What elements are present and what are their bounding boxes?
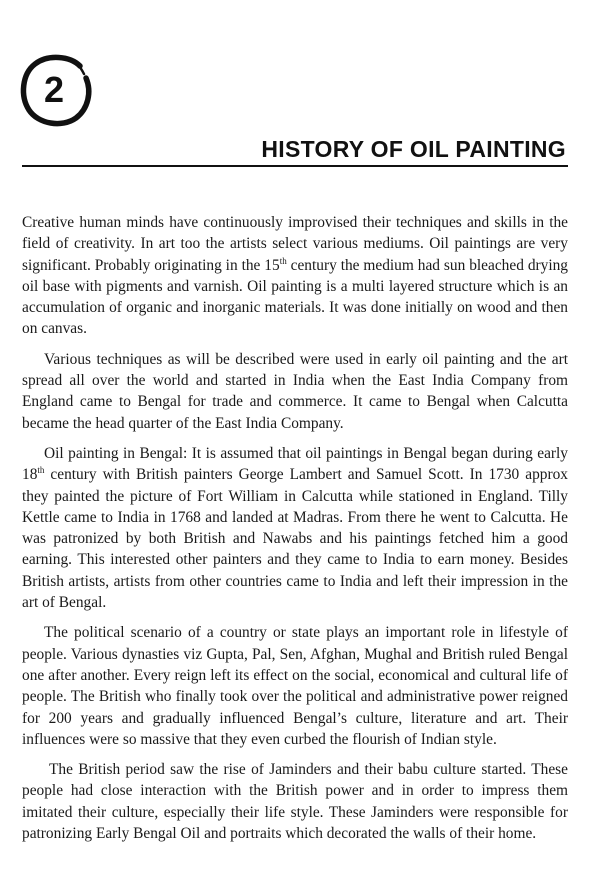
paragraph-3 <box>22 443 568 613</box>
chapter-number: 2 <box>43 69 65 110</box>
paragraph-3-text-b: century with British painters George Lambert and Samuel Scott. In 1730 approx they painted the picture of Fort William in Calcutta while stationed in England. Tilly Kettle came to India in 1768 and landed at Madras. From there he went to Calcutta. He was patronized by both British and Nawabs and his paintings fetched him a good earning. This interested other painters and they came to India to earn money. Besides British artists, artists from other countries came to India and left their impression in the art of Bengal. <box>22 466 568 612</box>
paragraph-1-text-b: century the medium had sun bleached drying oil base with pigments and varnish. Oil painting is a multi layered structure which is an accumulation of organic and inorganic materials. It was done initially on wood and then on canvas. <box>22 256 569 338</box>
chapter-badge <box>18 52 94 128</box>
paragraph-1-text-a: Creative human minds have continuously improvised their techniques and skills in the field of creativity. In art too the artists select various mediums. Oil paintings are very significant. Probably originating in the 15 <box>22 214 568 274</box>
superscript: th <box>37 465 45 476</box>
paragraph-2: Various techniques as will be described were used in early oil painting and the art spread all over the world and started in India when the East India Company from England came to Bengal for trade and commerce. It came to Bengal when Calcutta became the head quarter of the East India Company. <box>22 350 568 432</box>
body-text <box>22 212 568 853</box>
paragraph-1 <box>22 212 568 340</box>
paragraph-3-text-a: Oil painting in Bengal: It is assumed that oil paintings in Bengal began during early 18 <box>22 444 568 484</box>
paragraph-4: The political scenario of a country or state plays an important role in lifestyle of people. Various dynasties viz Gupta, Pal, Sen, Afghan, Mughal and British ruled Bengal one after another. Every reign left its effect on the social, economical and cultural life of people. The British who finally took over the political and administrative power reigned for 200 years and gradually influenced Bengal’s culture, literature and art. Their influences were so massive that they even curbed the flourish of Indian style. <box>22 624 568 748</box>
title-divider <box>22 165 568 167</box>
paragraph-5: The British period saw the rise of Jaminders and their babu culture started. These people had close interaction with the British power and in order to impress them imitated their culture, especially their life style. These Jaminders were responsible for patronizing Early Bengal Oil and portraits which decorated the walls of their home. <box>22 761 568 843</box>
chapter-title: HISTORY OF OIL PAINTING <box>261 136 566 162</box>
superscript: th <box>279 255 287 266</box>
